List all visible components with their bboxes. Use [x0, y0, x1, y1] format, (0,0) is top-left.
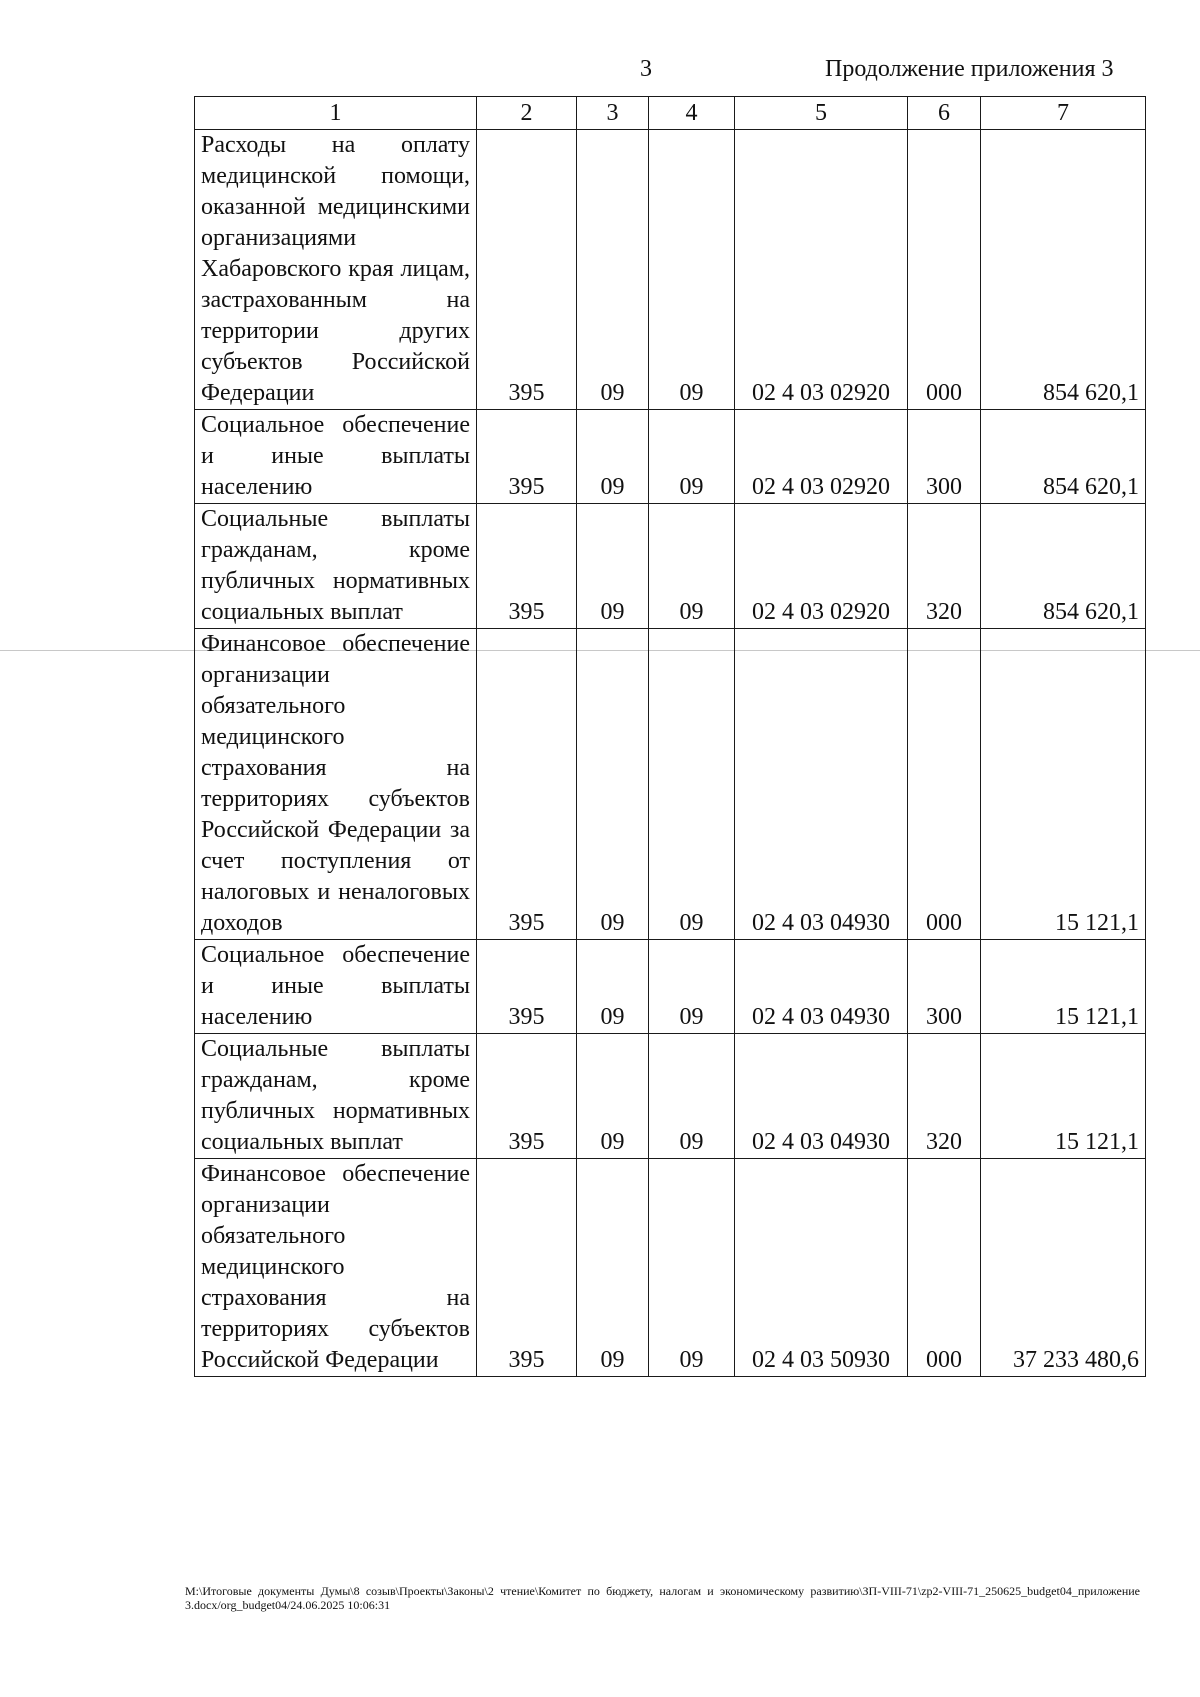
row-section: 09: [577, 940, 649, 1034]
row-expense-type: 000: [908, 130, 981, 410]
table-row: [195, 629, 1146, 940]
row-amount: 37 233 480,6: [981, 1159, 1146, 1377]
continuation-caption: Продолжение приложения 3: [825, 56, 1114, 82]
row-amount: 15 121,1: [981, 940, 1146, 1034]
row-target-article: 02 4 03 04930: [735, 1034, 908, 1159]
header-row: [195, 97, 1146, 130]
row-expense-type: 300: [908, 940, 981, 1034]
row-section: 09: [577, 1159, 649, 1377]
row-target-article: 02 4 03 02920: [735, 130, 908, 410]
row-name: Расходы на оплату медицинской помощи, оказанной медицинскими организациями Хабаровского края лицам, застрахованным на территории других субъектов Российской Федерации: [195, 130, 477, 410]
row-ministry-code: 395: [477, 504, 577, 629]
row-section: 09: [577, 504, 649, 629]
row-subsection: 09: [649, 1159, 735, 1377]
row-name: Социальные выплаты гражданам, кроме публичных нормативных социальных выплат: [195, 504, 477, 629]
table-row: [195, 410, 1146, 504]
row-ministry-code: 395: [477, 629, 577, 940]
row-expense-type: 000: [908, 1159, 981, 1377]
row-ministry-code: 395: [477, 1159, 577, 1377]
row-section: 09: [577, 130, 649, 410]
column-header-1: 1: [195, 97, 477, 130]
column-header-3: 3: [577, 97, 649, 130]
row-target-article: 02 4 03 02920: [735, 410, 908, 504]
row-ministry-code: 395: [477, 1034, 577, 1159]
row-expense-type: 300: [908, 410, 981, 504]
column-header-7: 7: [981, 97, 1146, 130]
row-name: Социальное обеспечение и иные выплаты населению: [195, 410, 477, 504]
row-name: Социальные выплаты гражданам, кроме публичных нормативных социальных выплат: [195, 1034, 477, 1159]
column-header-2: 2: [477, 97, 577, 130]
table-row: [195, 1159, 1146, 1377]
row-subsection: 09: [649, 629, 735, 940]
budget-table: [194, 96, 1146, 1377]
table-row: [195, 130, 1146, 410]
row-amount: 15 121,1: [981, 629, 1146, 940]
row-name: Финансовое обеспечение организации обязательного медицинского страхования на территориях субъектов Российской Федерации за счет поступления от налоговых и неналоговых доходов: [195, 629, 477, 940]
row-ministry-code: 395: [477, 410, 577, 504]
row-subsection: 09: [649, 1034, 735, 1159]
column-header-6: 6: [908, 97, 981, 130]
row-section: 09: [577, 1034, 649, 1159]
row-amount: 854 620,1: [981, 504, 1146, 629]
row-subsection: 09: [649, 130, 735, 410]
row-target-article: 02 4 03 04930: [735, 940, 908, 1034]
row-section: 09: [577, 410, 649, 504]
row-subsection: 09: [649, 504, 735, 629]
row-expense-type: 320: [908, 1034, 981, 1159]
row-amount: 15 121,1: [981, 1034, 1146, 1159]
row-section: 09: [577, 629, 649, 940]
row-name: Социальное обеспечение и иные выплаты населению: [195, 940, 477, 1034]
row-amount: 854 620,1: [981, 410, 1146, 504]
row-ministry-code: 395: [477, 940, 577, 1034]
row-ministry-code: 395: [477, 130, 577, 410]
row-amount: 854 620,1: [981, 130, 1146, 410]
row-subsection: 09: [649, 410, 735, 504]
table-body: [195, 130, 1146, 1377]
table-row: [195, 940, 1146, 1034]
row-expense-type: 000: [908, 629, 981, 940]
table-row: [195, 504, 1146, 629]
row-target-article: 02 4 03 02920: [735, 504, 908, 629]
column-header-4: 4: [649, 97, 735, 130]
row-name: Финансовое обеспечение организации обязательного медицинского страхования на территориях субъектов Российской Федерации: [195, 1159, 477, 1377]
column-header-5: 5: [735, 97, 908, 130]
table-row: [195, 1034, 1146, 1159]
table-header: [195, 97, 1146, 130]
row-target-article: 02 4 03 50930: [735, 1159, 908, 1377]
row-expense-type: 320: [908, 504, 981, 629]
row-subsection: 09: [649, 940, 735, 1034]
document-file-path: M:\Итоговые документы Думы\8 созыв\Проекты\Законы\2 чтение\Комитет по бюджету, налогам и экономическому развитию\ЗП-VIII-71\zp2-VIII-71_250625_budget04_приложение 3.docx/org_budget04/24.06.2025 10:06:31: [185, 1584, 1140, 1612]
page-number: 3: [640, 56, 652, 82]
row-target-article: 02 4 03 04930: [735, 629, 908, 940]
